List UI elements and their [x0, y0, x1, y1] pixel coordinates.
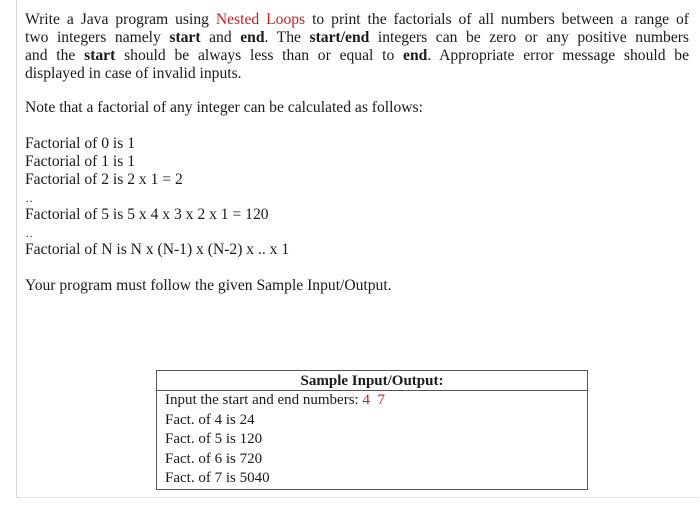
ellipsis: ..: [26, 228, 34, 240]
sample-prompt: Input the start and end numbers:: [165, 392, 363, 408]
document-page: [16, 0, 699, 498]
problem-text: . Appropriate error message should be: [427, 47, 689, 64]
problem-text: to print the factorials of all numbers between a range of: [305, 11, 689, 28]
problem-text: two integers namely: [25, 29, 170, 46]
factorial-example: Factorial of 1 is 1: [25, 153, 136, 170]
factorial-note: Note that a factorial of any integer can be calculated as follows:: [25, 99, 423, 116]
problem-line-4: displayed in case of invalid inputs.: [25, 65, 242, 82]
factorial-example: Factorial of 2 is 2 x 1 = 2: [25, 171, 183, 188]
sample-output-line: Fact. of 5 is 120: [165, 431, 263, 447]
instruction-text: Your program must follow the given Sample Input/Output.: [25, 277, 392, 294]
problem-text: and: [200, 29, 241, 46]
factorial-examples: [25, 135, 689, 259]
problem-text: Write a Java program using: [25, 11, 216, 28]
keyword-start: start: [84, 47, 116, 64]
ellipsis: ..: [26, 193, 34, 205]
problem-text: . The: [264, 29, 310, 46]
keyword-end: end: [240, 29, 265, 46]
keyword-end: end: [403, 47, 428, 64]
sample-input-value: 4 7: [362, 392, 385, 408]
problem-line-3: [25, 47, 689, 65]
problem-text: should be always less than or equal to: [115, 47, 404, 64]
problem-statement: [25, 11, 689, 83]
sample-io-table: [156, 370, 588, 490]
factorial-general: Factorial of N is N x (N-1) x (N-2) x .. x 1: [25, 241, 290, 258]
keyword-start: start: [169, 29, 201, 46]
factorial-example: Factorial of 0 is 1: [25, 135, 136, 152]
problem-line-2: [25, 29, 689, 47]
sample-io-title: Sample Input/Output:: [157, 371, 587, 391]
sample-io-body: [157, 391, 587, 489]
sample-input-line: [165, 391, 587, 411]
document-content: [25, 11, 689, 295]
factorial-example: Factorial of 5 is 5 x 4 x 3 x 2 x 1 = 120: [25, 206, 269, 223]
problem-text: and the: [25, 47, 85, 64]
problem-text: integers can be zero or any positive numbers: [369, 29, 689, 46]
sample-output-line: Fact. of 4 is 24: [165, 411, 255, 428]
sample-output-line: Fact. of 6 is 720: [165, 450, 263, 467]
nested-loops-highlight: Nested Loops: [215, 11, 306, 28]
problem-line-1: [25, 11, 689, 29]
keyword-start-end: start/end: [309, 29, 370, 46]
sample-output-line: Fact. of 7 is 5040: [165, 470, 270, 486]
